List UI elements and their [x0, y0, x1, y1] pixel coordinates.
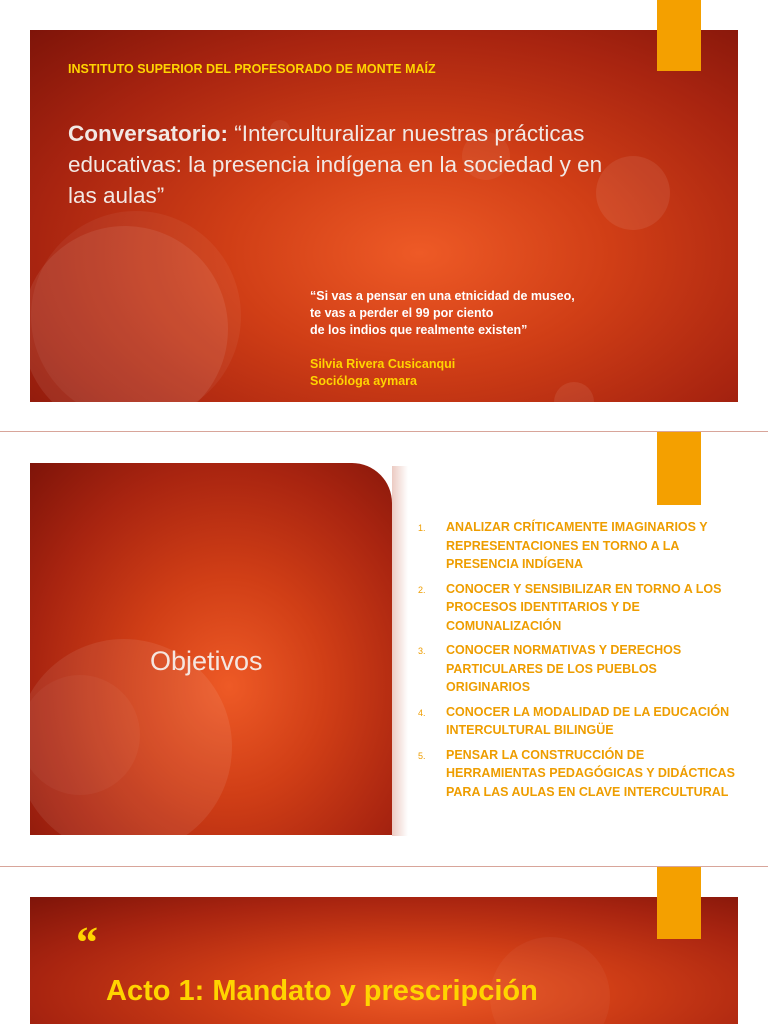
title-rest: “Interculturalizar nuestras prácticas educativas: la presencia indígena en la sociedad y en las aulas” — [68, 121, 603, 208]
slide-1 — [0, 0, 768, 431]
objectives-title: Objetivos — [150, 646, 263, 676]
objective-number: 5. — [418, 750, 426, 761]
objectives-list — [418, 518, 738, 807]
decor-bubble — [20, 675, 140, 795]
author-name: Silvia Rivera Cusicanqui — [310, 357, 456, 371]
panel-edge — [392, 466, 408, 836]
objective-text: CONOCER Y SENSIBILIZAR EN TORNO A LOS PROCESOS IDENTITARIOS Y DE COMUNALIZACIÓN — [446, 581, 722, 633]
objective-item — [418, 703, 738, 740]
title-bold: Conversatorio: — [68, 121, 229, 146]
objective-text: PENSAR LA CONSTRUCCIÓN DE HERRAMIENTAS PEDAGÓGICAS Y DIDÁCTICAS PARA LAS AULAS EN CLAVE INTERCULTURAL — [446, 747, 735, 799]
objective-text: ANALIZAR CRÍTICAMENTE IMAGINARIOS Y REPRESENTACIONES EN TORNO A LA PRESENCIA INDÍGENA — [446, 520, 708, 571]
quote-author — [310, 356, 455, 390]
author-role: Socióloga aymara — [310, 374, 417, 388]
conversatorio-title — [68, 118, 628, 211]
decor-bubble — [31, 211, 241, 421]
objective-number: 3. — [418, 646, 426, 656]
slide-tab — [657, 432, 701, 505]
institute-name: INSTITUTO SUPERIOR DEL PROFESORADO DE MONTE MAÍZ — [68, 62, 436, 76]
quote-mark: “ — [76, 918, 98, 967]
objective-number: 4. — [418, 707, 426, 718]
objective-number: 2. — [418, 584, 426, 595]
objective-text: CONOCER LA MODALIDAD DE LA EDUCACIÓN INTERCULTURAL BILINGÜE — [446, 704, 730, 737]
quote — [310, 288, 575, 339]
slide-2 — [0, 432, 768, 866]
quote-line: te vas a perder el 99 por ciento — [310, 306, 494, 320]
objective-item — [418, 746, 738, 802]
slide-2-panel — [30, 463, 392, 835]
slide-3 — [0, 867, 768, 1024]
decor-bubble — [554, 382, 594, 422]
slide-1-background — [30, 30, 738, 402]
quote-line: de los indios que realmente existen” — [310, 323, 528, 337]
slide-tab — [657, 867, 701, 939]
quote-line: “Si vas a pensar en una etnicidad de museo, — [310, 289, 575, 303]
objective-number: 1. — [418, 523, 426, 533]
objective-item — [418, 518, 738, 574]
objective-item — [418, 641, 738, 697]
objective-text: CONOCER NORMATIVAS Y DERECHOS PARTICULARES DE LOS PUEBLOS ORIGINARIOS — [446, 643, 682, 694]
act-heading: Acto 1: Mandato y prescripción — [106, 975, 538, 1007]
objective-item — [418, 580, 738, 636]
slide-tab — [657, 0, 701, 71]
